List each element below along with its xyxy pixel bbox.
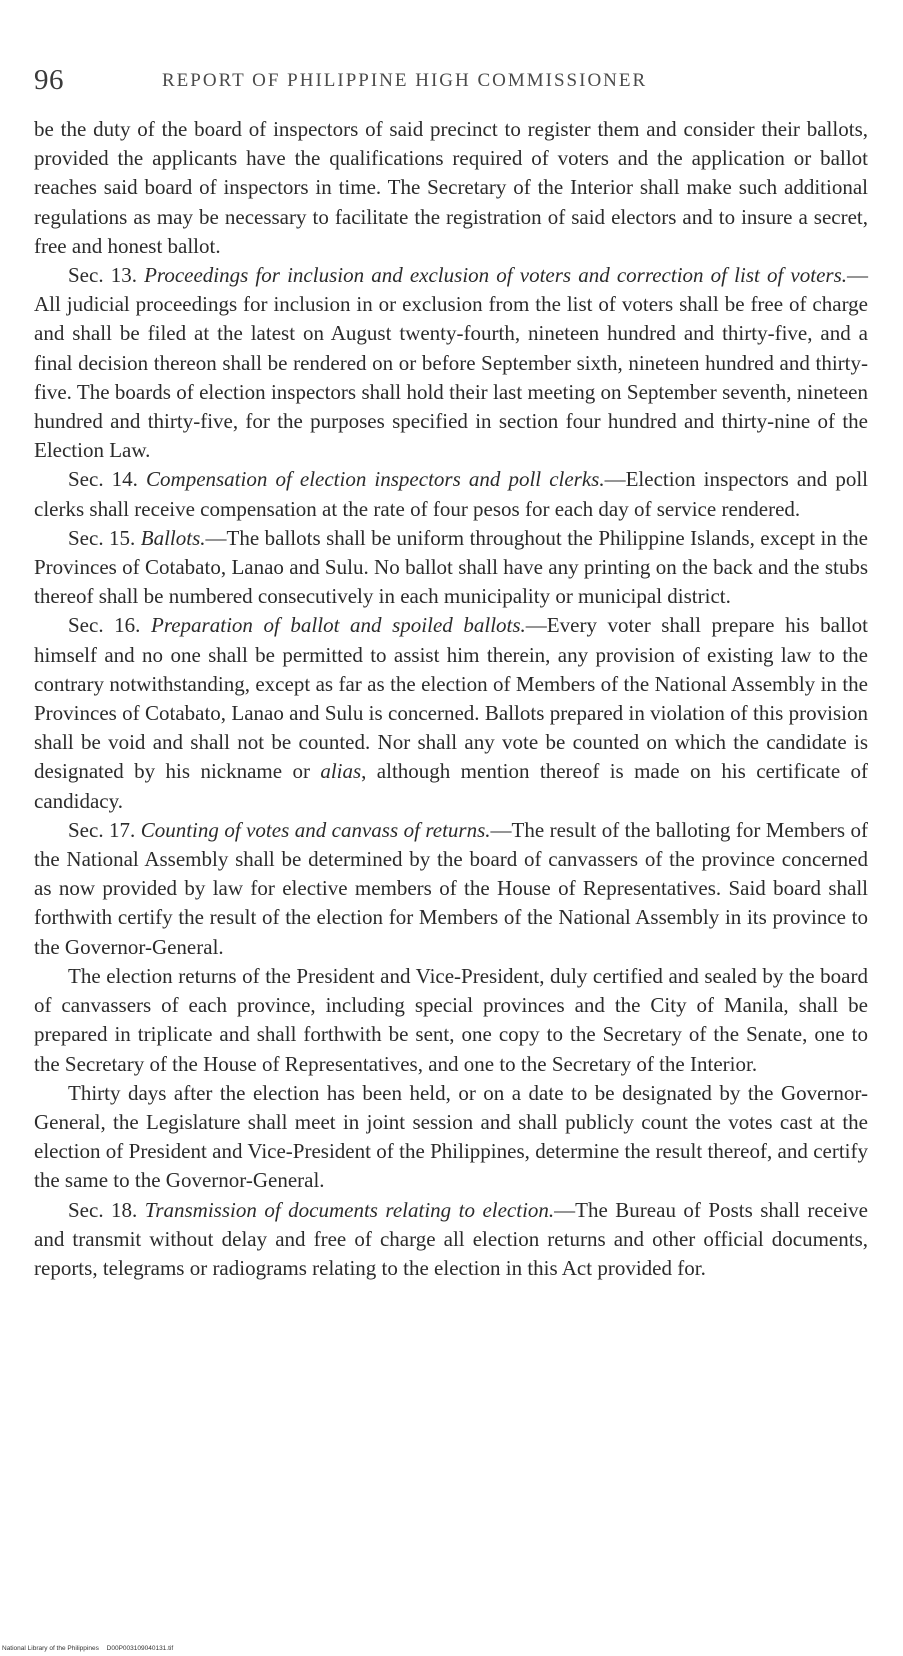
paragraph-text: , although mention thereof is made on his certificate of candidacy. <box>34 759 869 813</box>
paragraph-election-returns <box>34 962 868 1079</box>
section-number: Sec. 14. <box>68 467 138 492</box>
section-17 <box>34 816 868 962</box>
page-number: 96 <box>34 64 64 96</box>
section-number: Sec. 16. <box>68 613 141 638</box>
footer-identifier: D00P003109040131.tif <box>106 1645 174 1652</box>
paragraph-text: —The Bureau of Posts shall receive and transmit without delay and free of charge all election returns and other official documents, reports, telegrams or radiograms relating to the election in this Act provided for. <box>34 1197 868 1280</box>
paragraph-text: The election returns of the President and Vice-President, duly certified and sealed by the board of canvassers of each province, including special provinces and the City of Manila, shall be prepared in triplicate and shall forthwith be sent, one copy to the Secretary of the Senate, one to the Secretary of the House of Representatives, and one to the Secretary of the Interior. <box>34 963 868 1076</box>
section-18 <box>34 1196 868 1284</box>
page-header <box>34 64 864 104</box>
paragraph-text: —The ballots shall be uniform throughout the Philippine Islands, except in the Provinces of Cotabato, Lanao and Sulu. No ballot shall have any printing on the back and the stubs thereof shall be numbered consecutively in each municipality or municipal district. <box>34 525 869 609</box>
paragraph-continuation <box>34 115 868 261</box>
paragraph-joint-session <box>34 1079 868 1196</box>
paragraph-text: —Every voter shall prepare his ballot himself and no one shall be permitted to assist him therein, any provision of existing law to the contrary notwithstanding, except as far as the election of Members of the National Assembly in the Provinces of Cotabato, Lanao and Sulu is concerned. Ballots prepared in violation of this provision shall be void and shall not be counted. Nor shall any vote be counted on which the candidate is designated by his nickname or <box>34 613 868 784</box>
section-15 <box>34 524 868 612</box>
section-number: Sec. 13. <box>68 263 137 288</box>
scan-footer <box>2 1645 179 1652</box>
section-caption: Preparation of ballot and spoiled ballots. <box>151 613 526 638</box>
section-caption: Proceedings for inclusion and exclusion of voters and correction of list of voters. <box>144 263 848 288</box>
section-number: Sec. 17. <box>68 817 136 842</box>
paragraph-text: Thirty days after the election has been held, or on a date to be designated by the Governor-General, the Legislature shall meet in joint session and shall publicly count the votes cast at the election of President and Vice-President of the Philippines, determine the result thereof, and certify the same to the Governor-General. <box>34 1080 868 1193</box>
section-caption: Compensation of election inspectors and poll clerks. <box>146 467 605 492</box>
emphasis-text: alias <box>320 759 362 784</box>
paragraph-text: be the duty of the board of inspectors of said precinct to register them and consider their ballots, provided the applicants have the qualifications required of voters and the application or ballot reaches said board of inspectors in time. The Secretary of the Interior shall make such additional regulations as may be necessary to facilitate the registration of said electors and to insure a secret, free and honest ballot. <box>34 117 868 258</box>
section-caption: Counting of votes and canvass of returns. <box>140 817 491 842</box>
body-text <box>34 115 868 1283</box>
section-16 <box>34 611 868 815</box>
paragraph-text: —Election inspectors and poll clerks shall receive compensation at the rate of four pesos for each day of service rendered. <box>34 467 868 521</box>
section-number: Sec. 18. <box>68 1197 138 1222</box>
section-14 <box>34 465 868 523</box>
footer-library: National Library of the Philippines <box>2 1645 99 1652</box>
section-caption: Transmission of documents relating to election. <box>144 1197 555 1222</box>
section-caption: Ballots. <box>140 525 206 550</box>
paragraph-text: —All judicial proceedings for inclusion in or exclusion from the list of voters shall be free of charge and shall be filed at the latest on August twenty-fourth, nineteen hundred and thirty-five, and a final decision thereon shall be rendered on or before September sixth, nineteen hundred and thirty-five. The boards of election inspectors shall hold their last meeting on September seventh, nineteen hundred and thirty-five, for the purposes specified in section four hundred and thirty-nine of the Election Law. <box>34 263 869 463</box>
section-13 <box>34 261 868 465</box>
running-head: REPORT OF PHILIPPINE HIGH COMMISSIONER <box>162 70 648 91</box>
paragraph-text: —The result of the balloting for Members of the National Assembly shall be determined by the board of canvassers of the province concerned as now provided by law for elective members of the House of Representatives. Said board shall forthwith certify the result of the election for Members of the National Assembly in its province to the Governor-General. <box>34 817 869 959</box>
section-number: Sec. 15. <box>68 525 136 550</box>
